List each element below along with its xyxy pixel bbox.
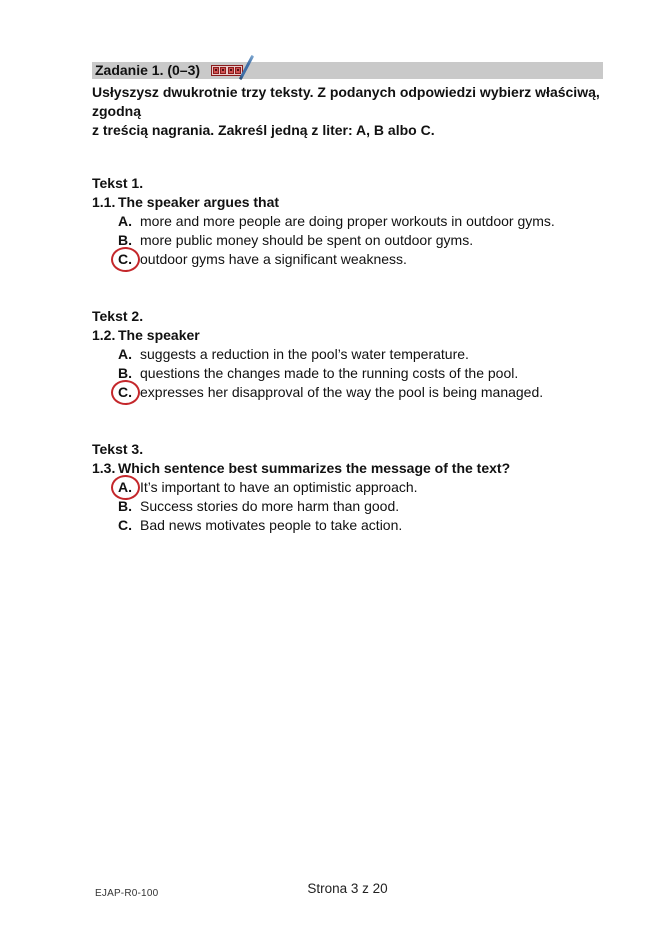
page-footer — [92, 879, 603, 899]
option-letter: C. — [118, 517, 132, 533]
options-list — [118, 212, 603, 269]
option-letter-circled: A. — [118, 478, 140, 497]
exam-code: EJAP-R0-100 — [95, 888, 159, 899]
task-title: Zadanie 1. (0–3) — [95, 62, 201, 78]
instructions-line-1: Usłyszysz dwukrotnie trzy teksty. Z podanych odpowiedzi wybierz właściwą, zgodną — [92, 84, 600, 119]
option-1-2-a[interactable] — [118, 345, 603, 364]
task-header-bar — [92, 62, 603, 79]
page-content — [92, 62, 603, 535]
option-letter: B. — [118, 232, 132, 248]
option-1-3-b[interactable] — [118, 497, 603, 516]
question-1-2-prompt-row — [92, 326, 603, 345]
question-1-3-prompt-row — [92, 459, 603, 478]
option-1-1-a[interactable] — [118, 212, 603, 231]
option-text: Bad news motivates people to take action. — [140, 517, 403, 533]
option-text: questions the changes made to the running costs of the pool. — [140, 365, 519, 381]
option-letter-circled: C. — [118, 250, 140, 269]
question-block-3 — [92, 440, 603, 535]
option-text: expresses her disapproval of the way the pool is being managed. — [140, 384, 544, 400]
option-1-2-c[interactable] — [118, 383, 603, 402]
answer-square-icon — [220, 67, 226, 74]
answer-square-icon — [213, 67, 219, 74]
text-2-title: Tekst 2. — [92, 308, 144, 324]
option-letter: B. — [118, 498, 132, 514]
question-block-1 — [92, 174, 603, 269]
question-prompt: Which sentence best summarizes the message of the text? — [118, 460, 511, 476]
answer-card-strip-icon — [211, 65, 243, 76]
answer-card-pen-icon — [211, 63, 257, 78]
question-number: 1.3. — [92, 460, 116, 476]
option-text: outdoor gyms have a significant weakness. — [140, 251, 407, 267]
option-letter: A. — [118, 213, 132, 229]
option-text: more and more people are doing proper workouts in outdoor gyms. — [140, 213, 555, 229]
question-prompt: The speaker — [118, 327, 200, 343]
text-1-title: Tekst 1. — [92, 175, 144, 191]
question-number: 1.1. — [92, 194, 116, 210]
question-number: 1.2. — [92, 327, 116, 343]
option-letter: B. — [118, 365, 132, 381]
task-instructions — [92, 83, 603, 140]
option-1-1-b[interactable] — [118, 231, 603, 250]
option-text: Success stories do more harm than good. — [140, 498, 400, 514]
answer-square-icon — [235, 67, 241, 74]
answer-square-icon — [228, 67, 234, 74]
options-list — [118, 478, 603, 535]
instructions-line-2: z treścią nagrania. Zakreśl jedną z liter: A, B albo C. — [92, 122, 435, 138]
question-prompt: The speaker argues that — [118, 194, 280, 210]
question-block-2 — [92, 307, 603, 402]
option-text: suggests a reduction in the pool’s water temperature. — [140, 346, 469, 362]
page-number: Strona 3 z 20 — [307, 881, 388, 896]
text-3-title: Tekst 3. — [92, 441, 144, 457]
question-1-1-prompt-row — [92, 193, 603, 212]
option-text: It’s important to have an optimistic approach. — [140, 479, 418, 495]
option-1-3-c[interactable] — [118, 516, 603, 535]
option-letter-circled: C. — [118, 383, 140, 402]
options-list — [118, 345, 603, 402]
option-1-3-a[interactable] — [118, 478, 603, 497]
option-1-1-c[interactable] — [118, 250, 603, 269]
option-1-2-b[interactable] — [118, 364, 603, 383]
option-text: more public money should be spent on outdoor gyms. — [140, 232, 474, 248]
option-letter: A. — [118, 346, 132, 362]
